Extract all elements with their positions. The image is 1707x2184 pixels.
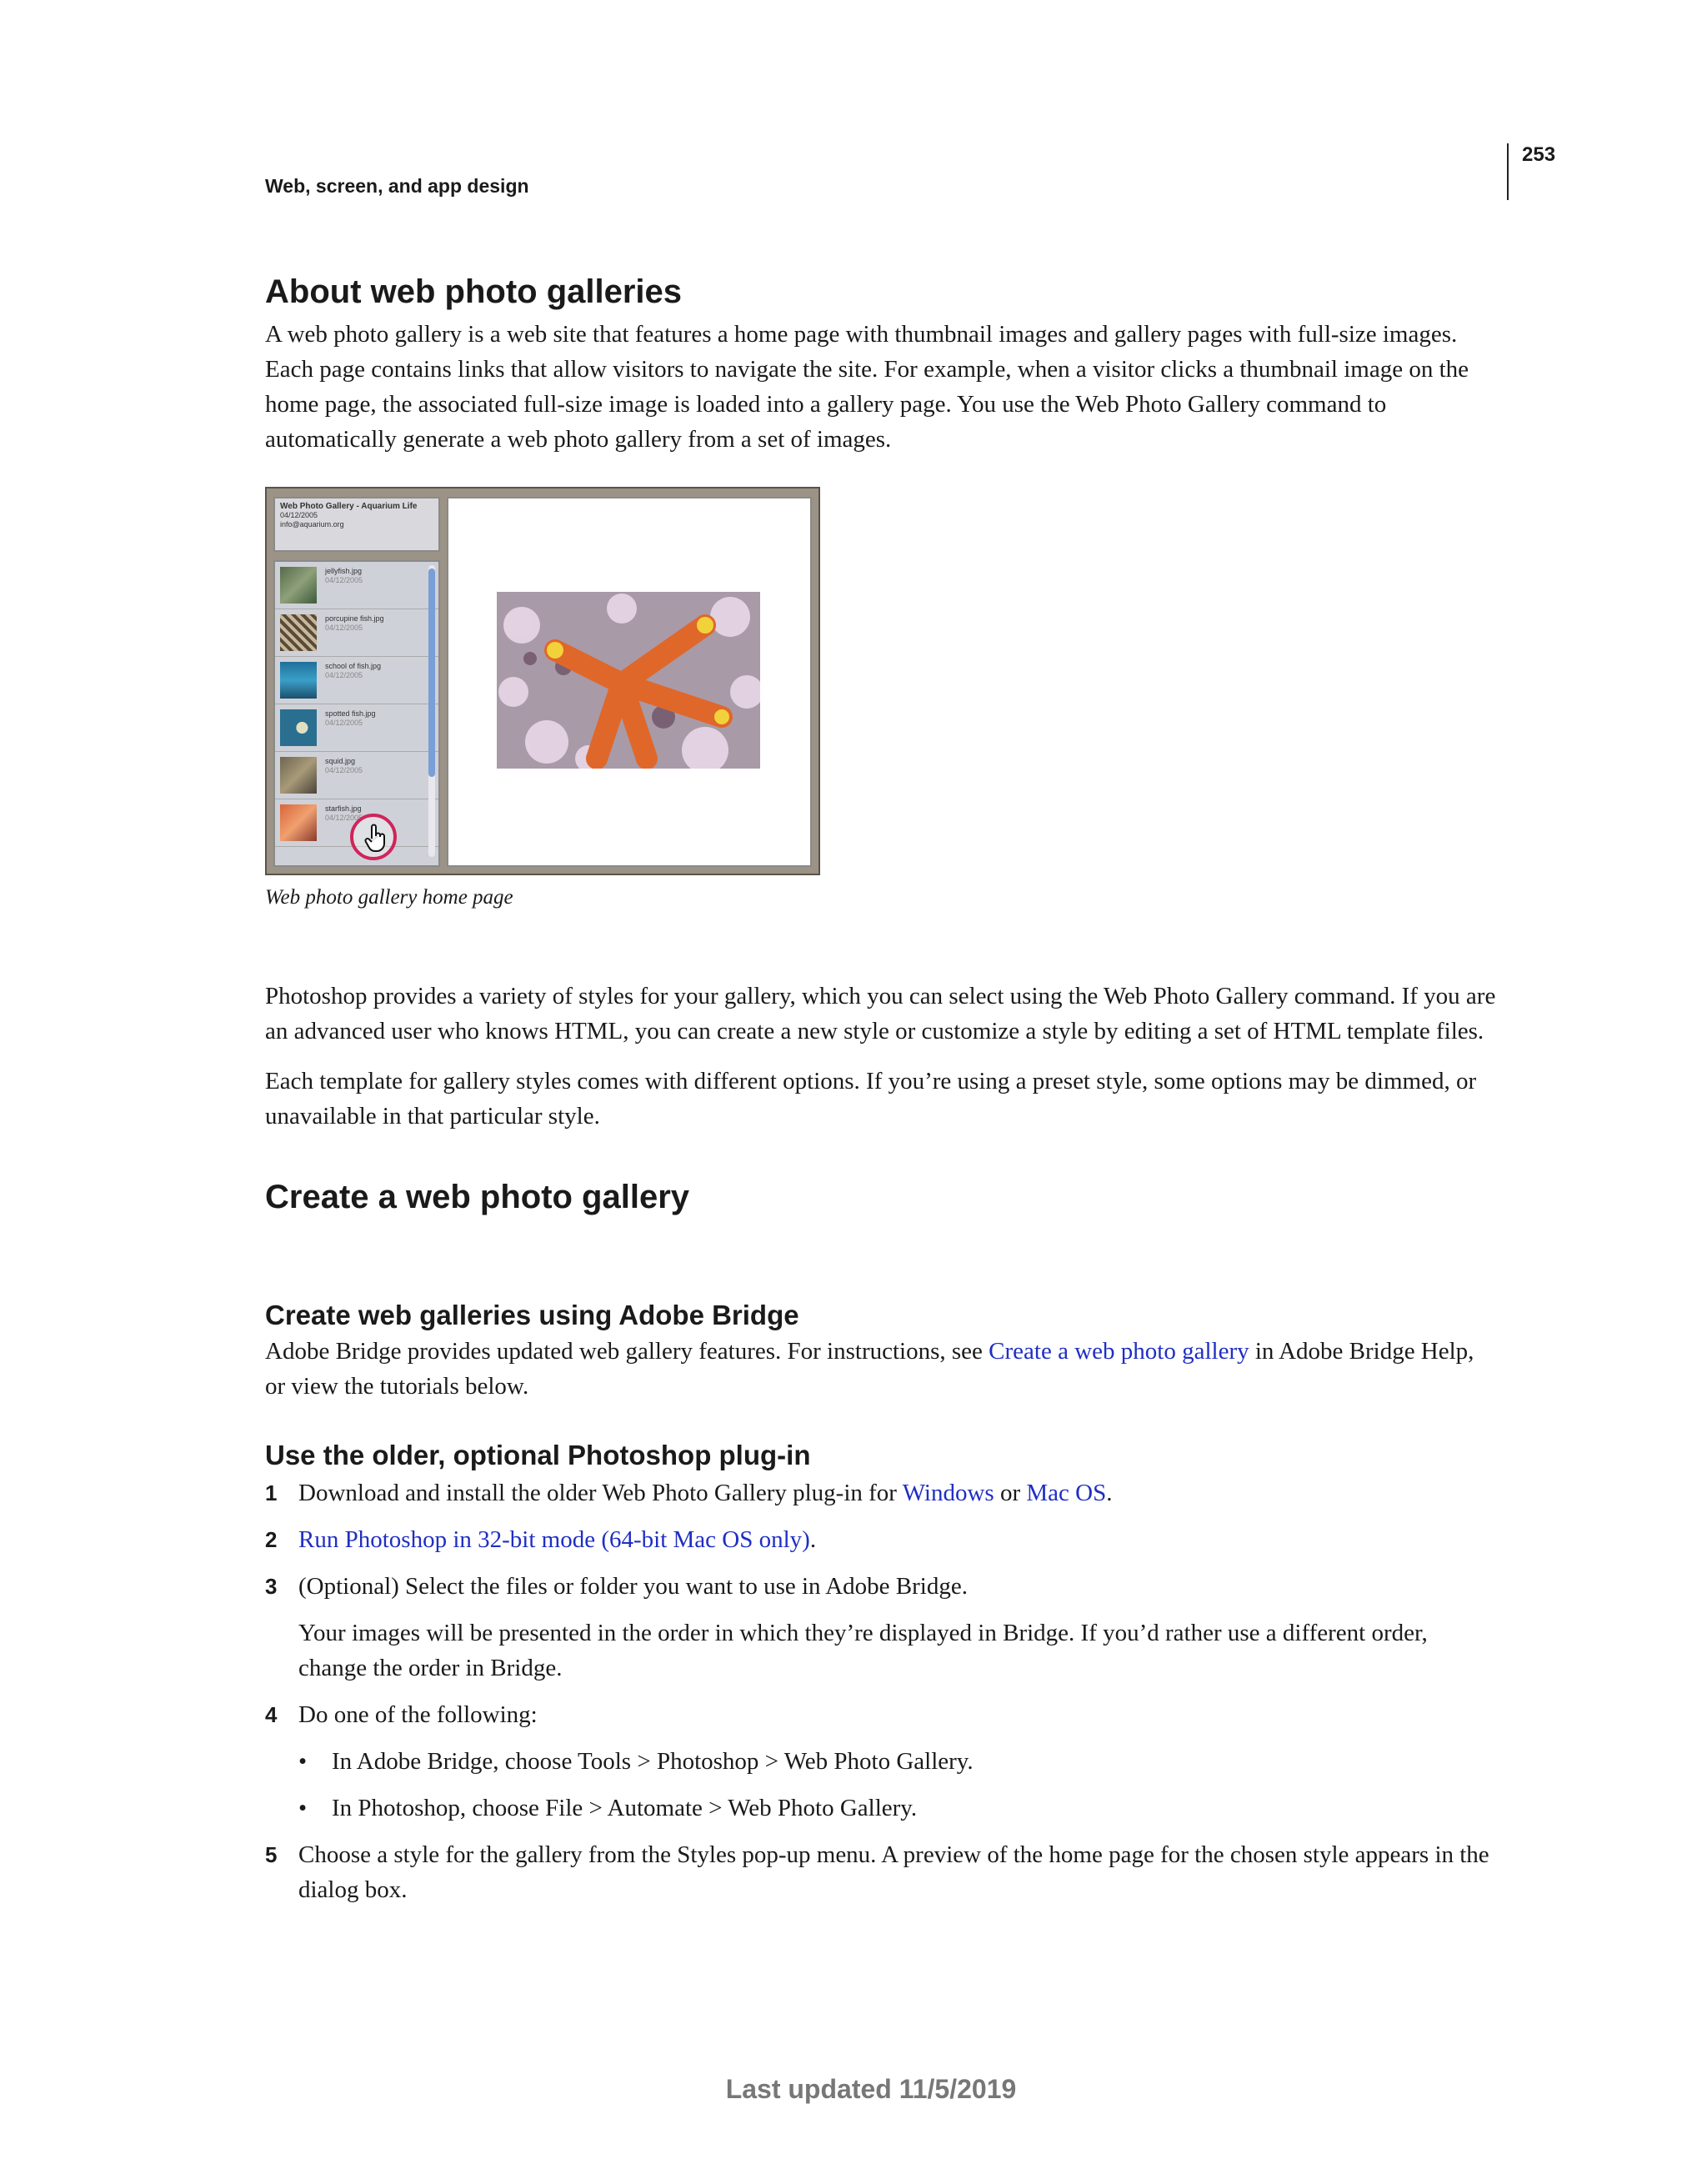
figure-thumb-item (275, 609, 438, 657)
figure-gallery-date: 04/12/2005 (280, 511, 318, 519)
thumb-name: starfish.jpg (325, 804, 362, 813)
bridge-paragraph: Adobe Bridge provides updated web gallery features. For instructions, see Create a web photo gallery in Adobe Bridge Help, or view the tutorials below. (265, 1338, 1474, 1400)
step-number: 4 (265, 1702, 278, 1727)
thumbnail-image (280, 804, 317, 841)
intro-paragraph: A web photo gallery is a web site that features a home page with thumbnail images and gallery pages with full-size images. Each page contains links that allow visitors to navigate the site. For example, when a visitor clicks a thumbnail image on the home page, the associated full-size image is loaded into a gallery page. You use the Web Photo Gallery command to automatically generate a web photo gallery from a set of images. (265, 321, 1469, 453)
subsection-title-plugin: Use the older, optional Photoshop plug-in (265, 1440, 811, 1470)
step-5: 5 Choose a style for the gallery from the Styles pop-up menu. A preview of the home page for the chosen style appears in the dialog box. (265, 1837, 1499, 1907)
gallery-figure (265, 487, 820, 875)
figure-scrollbar-thumb (428, 569, 435, 777)
step-3-note: Your images will be presented in the order in which they’re displayed in Bridge. If you’d rather use a different order, change the order in Bridge. (298, 1620, 1428, 1681)
hand-pointer-icon (363, 824, 388, 854)
thumb-date: 04/12/2005 (325, 576, 363, 584)
subsection-title-bridge: Create web galleries using Adobe Bridge (265, 1300, 799, 1330)
thumb-name: school of fish.jpg (325, 662, 382, 670)
thumb-name: porcupine fish.jpg (325, 614, 384, 623)
page-number: 253 (1522, 143, 1556, 166)
bullet-icon: • (298, 1795, 308, 1821)
thumb-name: spotted fish.jpg (325, 709, 376, 718)
run-32bit-mode-link[interactable]: Run Photoshop in 32-bit mode (64-bit Mac OS only) (298, 1526, 810, 1553)
figure-gallery-email: info@aquarium.org (280, 520, 344, 528)
styles-paragraph: Photoshop provides a variety of styles for your gallery, which you can select using the Web Photo Gallery command. If you are an advanced user who knows HTML, you can create a new style or customize a style by editing a set of HTML template files. (265, 983, 1496, 1044)
thumb-date: 04/12/2005 (325, 671, 363, 679)
step-1: 1 Download and install the older Web Photo Gallery plug-in for Windows or Mac OS. (265, 1475, 1499, 1510)
figure-thumb-item (275, 657, 438, 704)
step-2: 2 Run Photoshop in 32-bit mode (64-bit Mac OS only). (265, 1522, 1499, 1557)
thumbnail-image (280, 614, 317, 651)
step-number: 3 (265, 1574, 278, 1599)
thumb-date: 04/12/2005 (325, 719, 363, 727)
thumbnail-image (280, 757, 317, 794)
step-number: 1 (265, 1480, 278, 1505)
cursor-highlight (350, 814, 397, 860)
step-3: 3 (Optional) Select the files or folder you want to use in Adobe Bridge. Your images will be presented in the order in which they’re displayed in Bridge. If you’d rather use a different order, change the order in Bridge. (265, 1569, 1499, 1686)
step-number: 2 (265, 1527, 278, 1552)
step-4: 4 Do one of the following: • In Adobe Bridge, choose Tools > Photoshop > Web Photo Gallery. • In Photoshop, choose File > Automate > Web Photo Gallery. (265, 1697, 1499, 1826)
create-web-photo-gallery-link[interactable]: Create a web photo gallery (989, 1338, 1249, 1365)
figure-thumb-item (275, 752, 438, 799)
thumb-name: jellyfish.jpg (325, 567, 363, 575)
thumb-date: 04/12/2005 (325, 814, 363, 822)
figure-caption: Web photo gallery home page (265, 886, 513, 909)
figure-preview-pane (447, 497, 812, 867)
section-title-create: Create a web photo gallery (265, 1179, 690, 1215)
thumbnail-image (280, 567, 317, 604)
starfish-photo (497, 592, 760, 769)
figure-thumb-item (275, 704, 438, 752)
thumbnail-image (280, 709, 317, 746)
thumb-date: 04/12/2005 (325, 624, 363, 632)
thumbnail-image (280, 662, 317, 699)
figure-gallery-header (273, 497, 440, 552)
step-number: 5 (265, 1842, 278, 1867)
footer-last-updated: Last updated 11/5/2019 (725, 2074, 1017, 2104)
bullet-photoshop: • In Photoshop, choose File > Automate > Web Photo Gallery. (298, 1791, 1499, 1826)
windows-link[interactable]: Windows (902, 1480, 994, 1506)
section-title-about: About web photo galleries (265, 273, 683, 310)
header-rule (1507, 143, 1509, 200)
thumb-date: 04/12/2005 (325, 766, 363, 774)
steps-list (265, 1475, 1499, 1907)
running-head: Web, screen, and app design (265, 175, 529, 197)
template-paragraph: Each template for gallery styles comes with different options. If you’re using a preset style, some options may be dimmed, or unavailable in that particular style. (265, 1068, 1477, 1130)
thumb-name: squid.jpg (325, 757, 356, 765)
figure-gallery-title: Web Photo Gallery - Aquarium Life (280, 502, 418, 511)
bullet-icon: • (298, 1748, 308, 1775)
main-content (265, 268, 1499, 1907)
figure-thumb-item (275, 562, 438, 609)
mac-os-link[interactable]: Mac OS (1026, 1480, 1107, 1506)
bullet-bridge: • In Adobe Bridge, choose Tools > Photoshop > Web Photo Gallery. (298, 1744, 1499, 1779)
